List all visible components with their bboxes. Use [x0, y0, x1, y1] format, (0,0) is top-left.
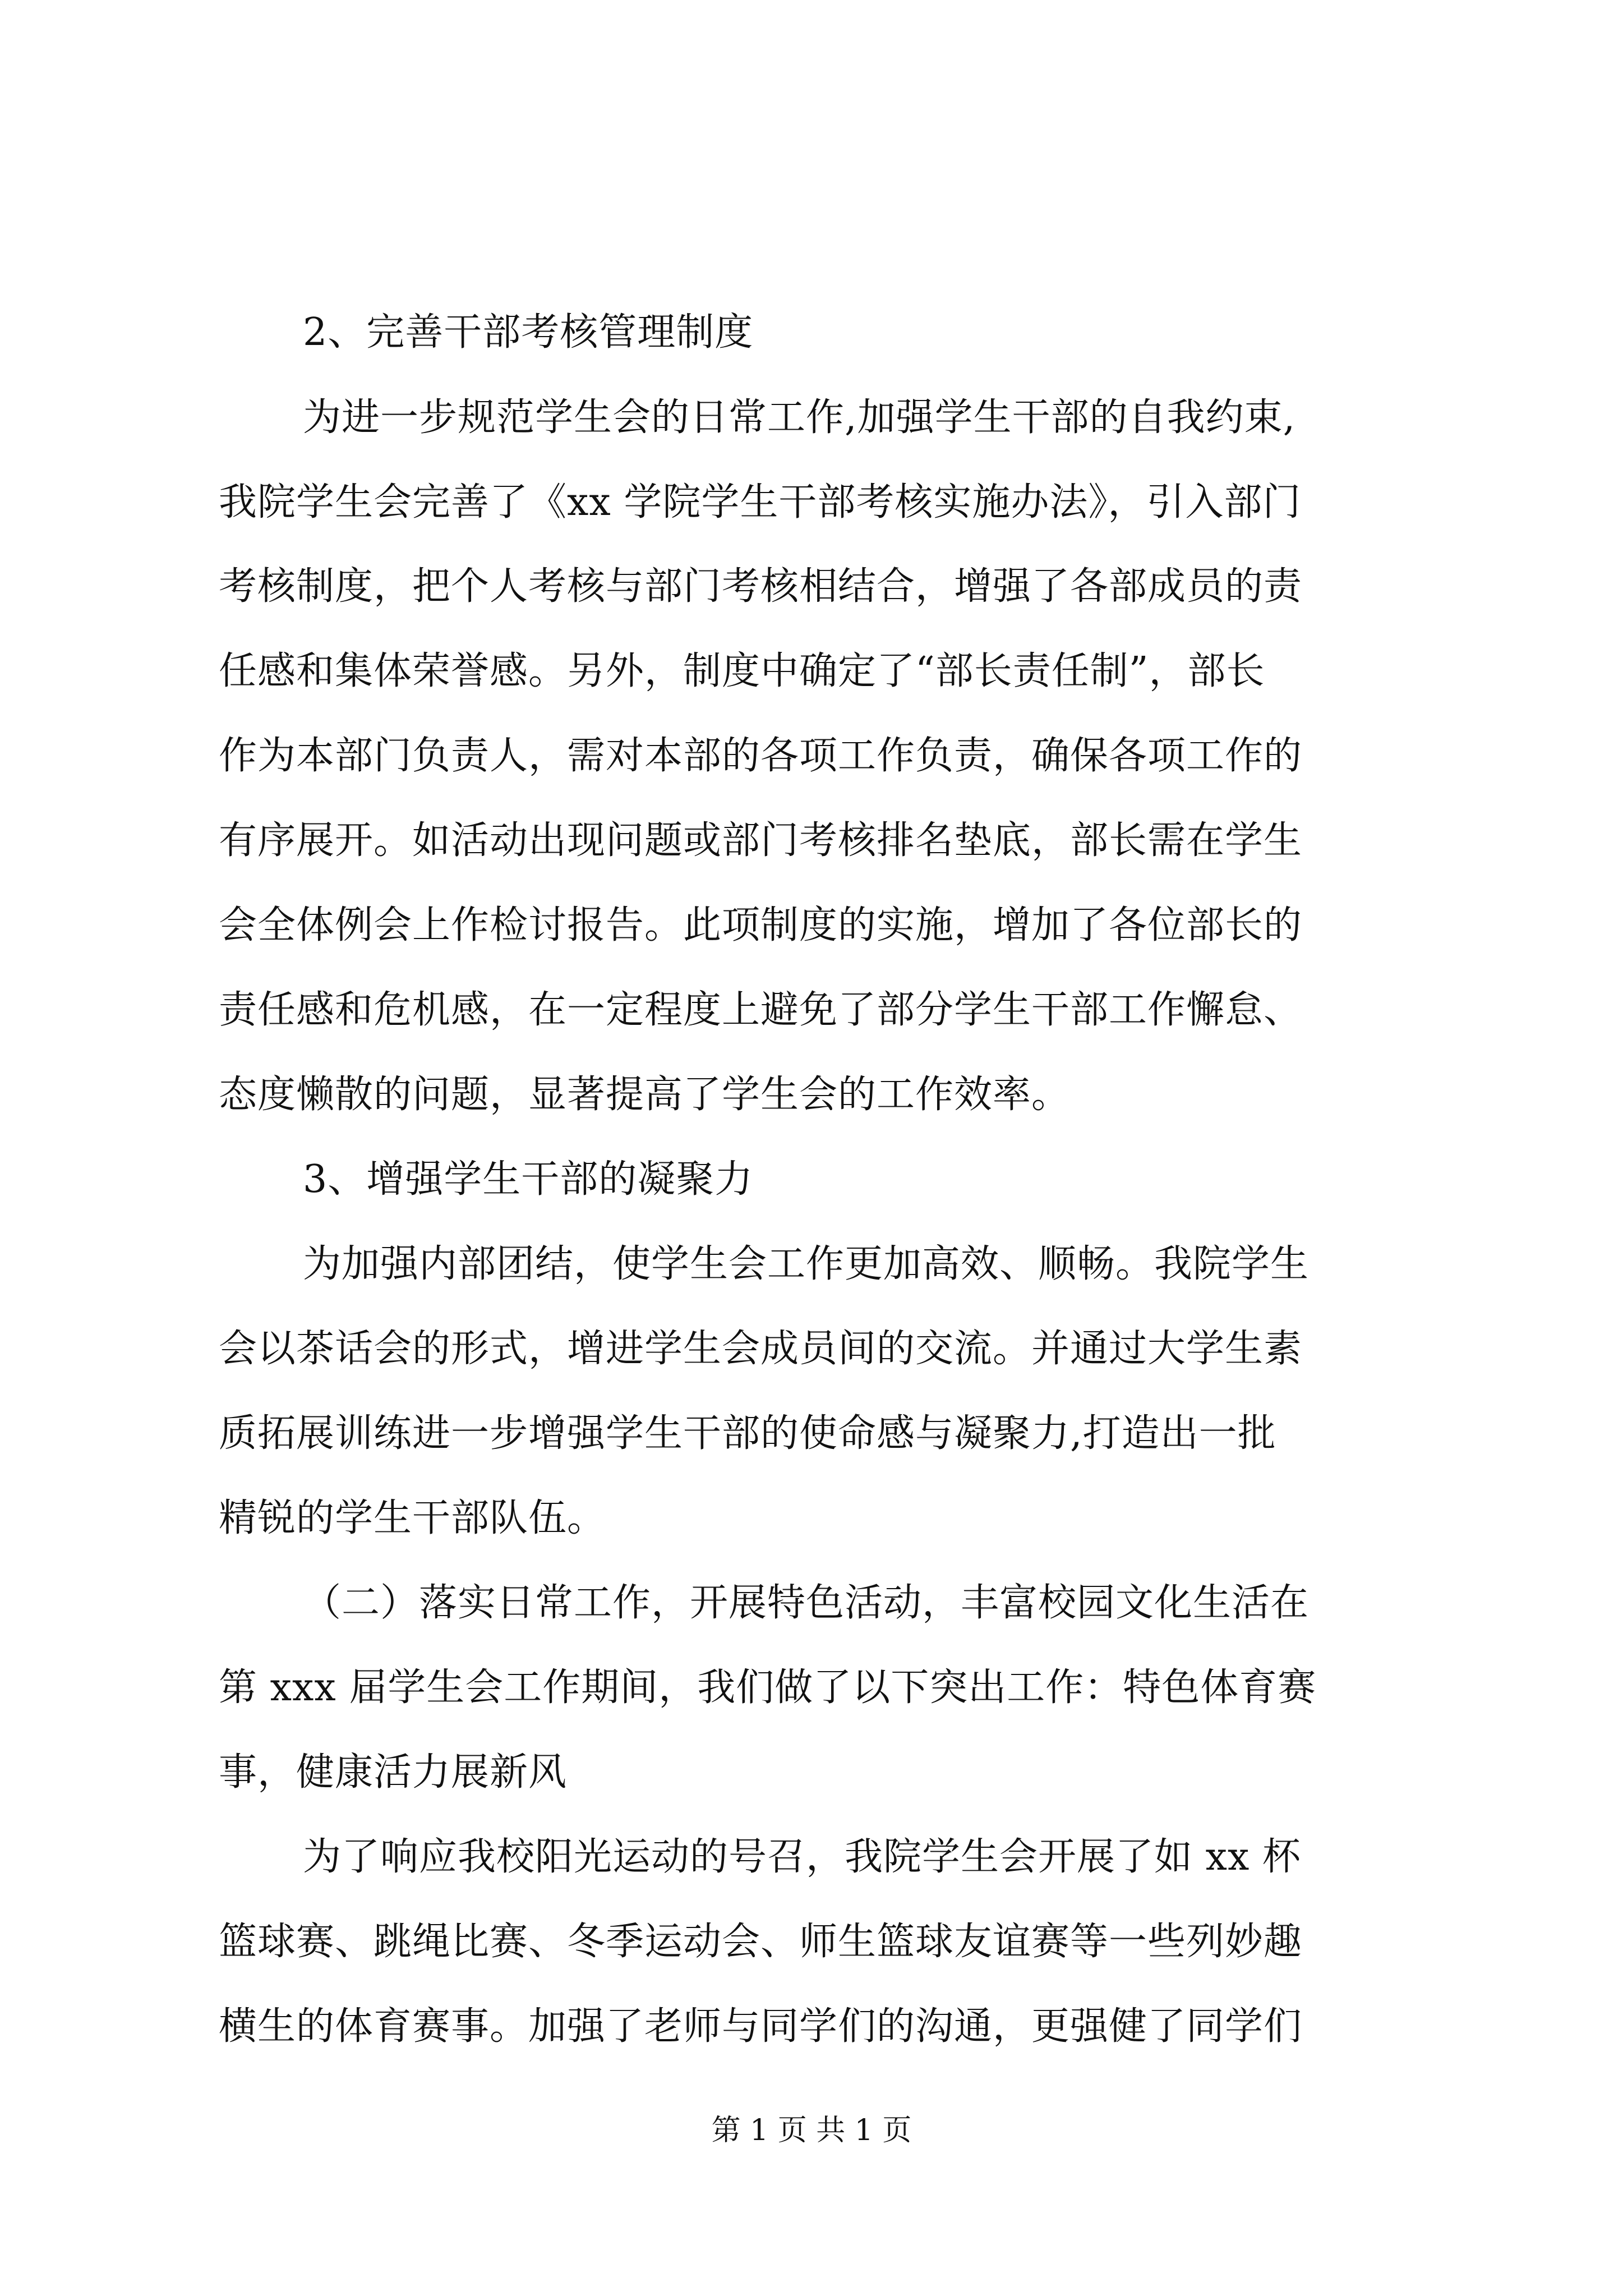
paragraph-line: 责任感和危机感，在一定程度上避免了部分学生干部工作懈怠、: [219, 988, 1303, 1032]
paragraph-line: 我院学生会完善了《xx 学院学生干部考核实施办法》，引入部门: [219, 480, 1302, 524]
paragraph-line: （二）落实日常工作，开展特色活动，丰富校园文化生活在: [303, 1581, 1310, 1625]
section-heading: 3、增强学生干部的凝聚力: [303, 1157, 754, 1202]
paragraph-line: 会以茶话会的形式，增进学生会成员间的交流。并通过大学生素: [219, 1327, 1303, 1371]
paragraph-line: 任感和集体荣誉感。另外，制度中确定了“部长责任制”，部长: [219, 649, 1265, 693]
paragraph-line: 横生的体育赛事。加强了老师与同学们的沟通，更强健了同学们: [219, 2004, 1303, 2049]
paragraph-line: 事，健康活力展新风: [219, 1750, 568, 1795]
paragraph-line: 有序展开。如活动出现问题或部门考核排名垫底，部长需在学生: [219, 818, 1303, 863]
paragraph-line: 为加强内部团结，使学生会工作更加高效、顺畅。我院学生: [303, 1242, 1310, 1286]
paragraph-line: 精锐的学生干部队伍。: [219, 1496, 606, 1540]
paragraph-line: 为了响应我校阳光运动的号召，我院学生会开展了如 xx 杯: [303, 1835, 1301, 1879]
paragraph-line: 考核制度，把个人考核与部门考核相结合，增强了各部成员的责: [219, 564, 1303, 609]
paragraph-line: 作为本部门负责人，需对本部的各项工作负责，确保各项工作的: [219, 734, 1303, 778]
section-heading: 2、完善干部考核管理制度: [303, 310, 754, 355]
page-footer: 第 1 页 共 1 页: [711, 2114, 912, 2147]
paragraph-line: 篮球赛、跳绳比赛、冬季运动会、师生篮球友谊赛等一些列妙趣: [219, 1920, 1303, 1964]
paragraph-line: 第 xxx 届学生会工作期间，我们做了以下突出工作：特色体育赛: [219, 1665, 1317, 1710]
paragraph-line: 质拓展训练进一步增强学生干部的使命感与凝聚力,打造出一批: [219, 1411, 1276, 1456]
paragraph-line: 会全体例会上作检讨报告。此项制度的实施，增加了各位部长的: [219, 903, 1303, 947]
paragraph-line: 为进一步规范学生会的日常工作,加强学生干部的自我约束,: [303, 395, 1296, 440]
paragraph-line: 态度懒散的问题，显著提高了学生会的工作效率。: [219, 1073, 1071, 1117]
